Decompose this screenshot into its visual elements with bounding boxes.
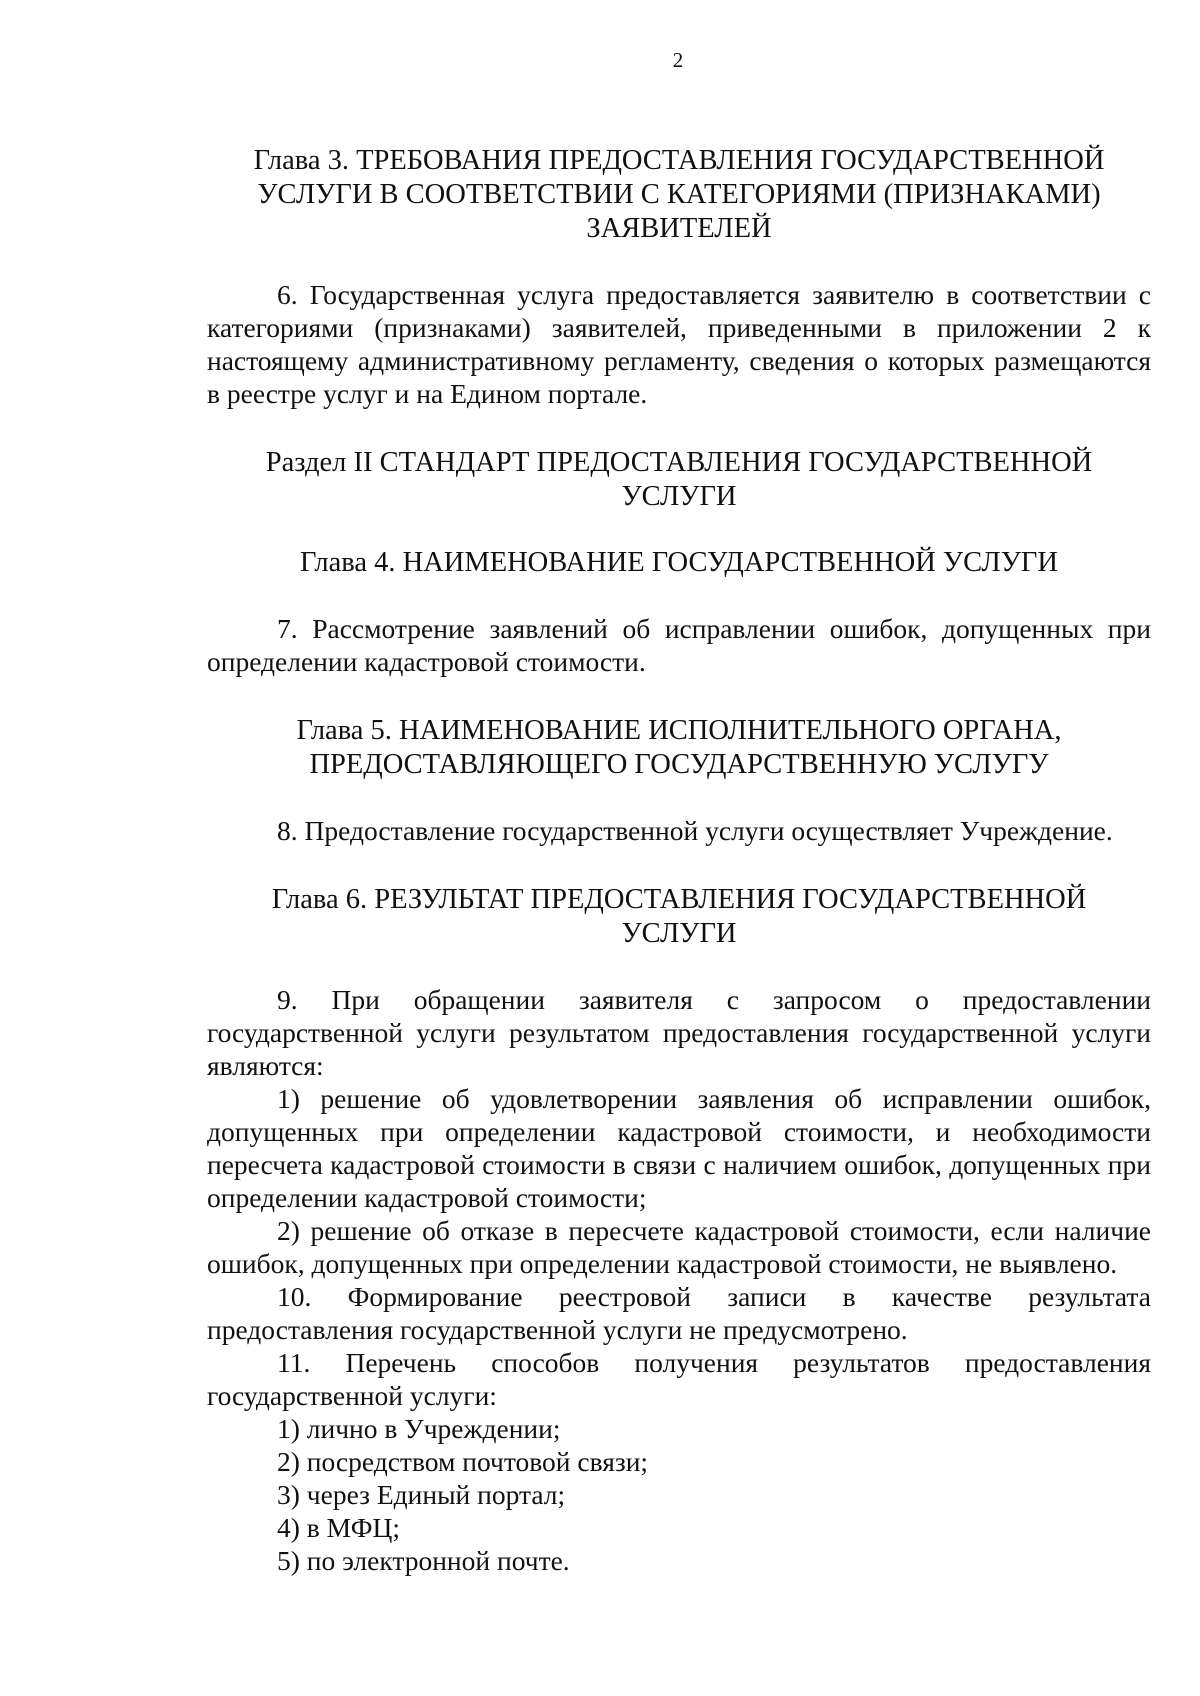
chapter-3-heading-line: ЗАЯВИТЕЛЕЙ (586, 213, 772, 244)
paragraph-8: 8. Предоставление государственной услуги осуществляет Учреждение. (277, 815, 1113, 846)
chapter-6-heading-line: УСЛУГИ (621, 918, 737, 949)
paragraph-9: 9. При обращении заявителя с запросом о предоставлении государственной услуги результатом предоставления государственной услуги являются: (207, 984, 1151, 1081)
chapter-4-heading: Глава 4. НАИМЕНОВАНИЕ ГОСУДАРСТВЕННОЙ УСЛУГИ (300, 547, 1058, 578)
chapter-3-heading-line: Глава 3. ТРЕБОВАНИЯ ПРЕДОСТАВЛЕНИЯ ГОСУДАРСТВЕННОЙ (253, 145, 1105, 176)
section-2-heading (207, 446, 1151, 514)
chapter-5-heading-line: ПРЕДОСТАВЛЯЮЩЕГО ГОСУДАРСТВЕННУЮ УСЛУГУ (309, 749, 1049, 780)
paragraph-9-item: 2) решение об отказе в пересчете кадастровой стоимости, если наличие ошибок, допущенных при определении кадастровой стоимости, не выявлено. (207, 1215, 1151, 1279)
chapter-5-heading-line: Глава 5. НАИМЕНОВАНИЕ ИСПОЛНИТЕЛЬНОГО ОРГАНА, (296, 715, 1062, 746)
paragraph-10: 10. Формирование реестровой записи в качестве результата предоставления государственной услуги не предусмотрено. (207, 1281, 1151, 1345)
section-2-heading-line: УСЛУГИ (621, 481, 737, 512)
chapter-3-heading (207, 144, 1151, 246)
paragraph-11-item: 1) лично в Учреждении; (277, 1413, 561, 1444)
section-2-heading-line: Раздел II СТАНДАРТ ПРЕДОСТАВЛЕНИЯ ГОСУДАРСТВЕННОЙ (265, 447, 1093, 478)
chapter-6-heading-line: Глава 6. РЕЗУЛЬТАТ ПРЕДОСТАВЛЕНИЯ ГОСУДАРСТВЕННОЙ (271, 884, 1087, 915)
chapter-5-heading (207, 714, 1151, 782)
chapter-6-heading (207, 883, 1151, 951)
paragraph-11-item: 5) по электронной почте. (277, 1545, 570, 1576)
paragraph-11-item: 3) через Единый портал; (277, 1479, 566, 1510)
paragraph-11-item: 4) в МФЦ; (277, 1512, 400, 1543)
chapter-3-heading-line: УСЛУГИ В СООТВЕТСТВИИ С КАТЕГОРИЯМИ (ПРИЗНАКАМИ) (257, 179, 1101, 210)
document-body (207, 144, 1151, 1577)
paragraph-6: 6. Государственная услуга предоставляется заявителю в соответствии с категориями (признаками) заявителей, приведенными в приложении 2 к настоящему административному регламенту, сведения о которых размещаются в реестре услуг и на Едином портале. (207, 279, 1151, 409)
page-number: 2 (672, 48, 684, 72)
paragraph-7: 7. Рассмотрение заявлений об исправлении ошибок, допущенных при определении кадастровой стоимости. (207, 613, 1151, 677)
paragraph-11: 11. Перечень способов получения результатов предоставления государственной услуги: (207, 1347, 1151, 1411)
paragraph-9-item: 1) решение об удовлетворении заявления об исправлении ошибок, допущенных при определении кадастровой стоимости, и необходимости пересчета кадастровой стоимости в связи с наличием ошибок, допущенных при определении кадастровой стоимости; (207, 1083, 1151, 1213)
paragraph-11-item: 2) посредством почтовой связи; (277, 1446, 649, 1477)
